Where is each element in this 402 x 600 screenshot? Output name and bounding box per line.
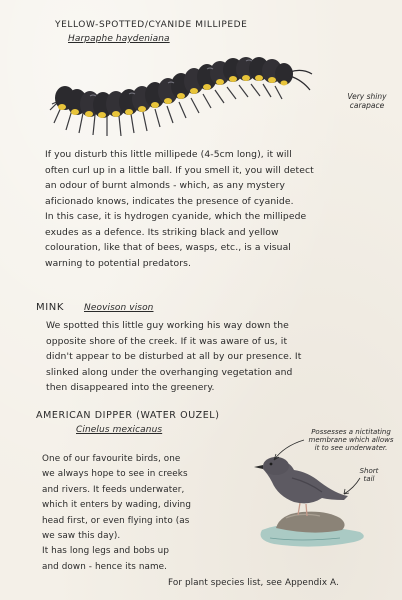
nictitating-membrane-label: Possesses a nictitating membrane which allows it to see underwater. — [308, 428, 394, 452]
millipede-line: warning to potential predators. — [45, 257, 191, 269]
millipede-heading: YELLOW-SPOTTED/CYANIDE MILLIPEDE — [55, 20, 248, 30]
mink-line: didn't appear to be disturbed at all by our presence. It — [46, 351, 302, 362]
dipper-scientific-name: Cinelus mexicanus — [76, 425, 163, 435]
mink-heading: MINK — [36, 302, 65, 313]
mink-line: We spotted this little guy working his way down the — [46, 320, 289, 331]
mink-line: slinked along under the overhanging vegetation and — [46, 366, 293, 378]
dipper-line: One of our favourite birds, one — [42, 454, 181, 464]
dipper-line: we always hope to see in creeks — [42, 469, 188, 480]
millipede-line: In this case, it is hydrogen cyanide, which the millipede — [45, 211, 307, 222]
dipper-line: and rivers. It feeds underwater, — [42, 484, 185, 495]
dipper-line: and down - hence its name. — [42, 561, 168, 572]
dipper-line: which it enters by wading, diving — [42, 500, 192, 511]
dipper-line: head first, or even flying into (as — [42, 515, 190, 526]
mink-line: opposite shore of the creek. If it was aware of us, it — [46, 335, 288, 347]
carapace-label: Very shiny carapace — [347, 92, 387, 110]
millipede-line: aficionado knows, indicates the presence of cyanide. — [45, 195, 294, 207]
short-tail-label: Short tail — [359, 467, 379, 483]
millipede-line: exudes as a defence. Its striking black and yellow — [45, 226, 279, 238]
mink-line: then disappeared into the greenery. — [46, 382, 215, 393]
millipede-line: If you disturb this little millipede (4-5cm long), it will — [45, 149, 292, 160]
dipper-heading: AMERICAN DIPPER (WATER OUZEL) — [36, 410, 220, 421]
dipper-line: It has long legs and bobs up — [42, 546, 170, 557]
millipede-line: colouration, like that of bees, wasps, etc., is a visual — [45, 242, 291, 253]
millipede-line: often curl up in a little ball. If you smell it, you will detect — [45, 164, 314, 176]
footer-note: For plant species list, see Appendix A. — [168, 578, 339, 588]
dipper-line: we saw this day). — [42, 531, 121, 542]
millipede-scientific-name: Harpaphe haydeniana — [68, 34, 170, 44]
millipede-line: an odour of burnt almonds - which, as any mystery — [45, 180, 286, 191]
mink-scientific-name: Neovison vison — [84, 303, 154, 313]
